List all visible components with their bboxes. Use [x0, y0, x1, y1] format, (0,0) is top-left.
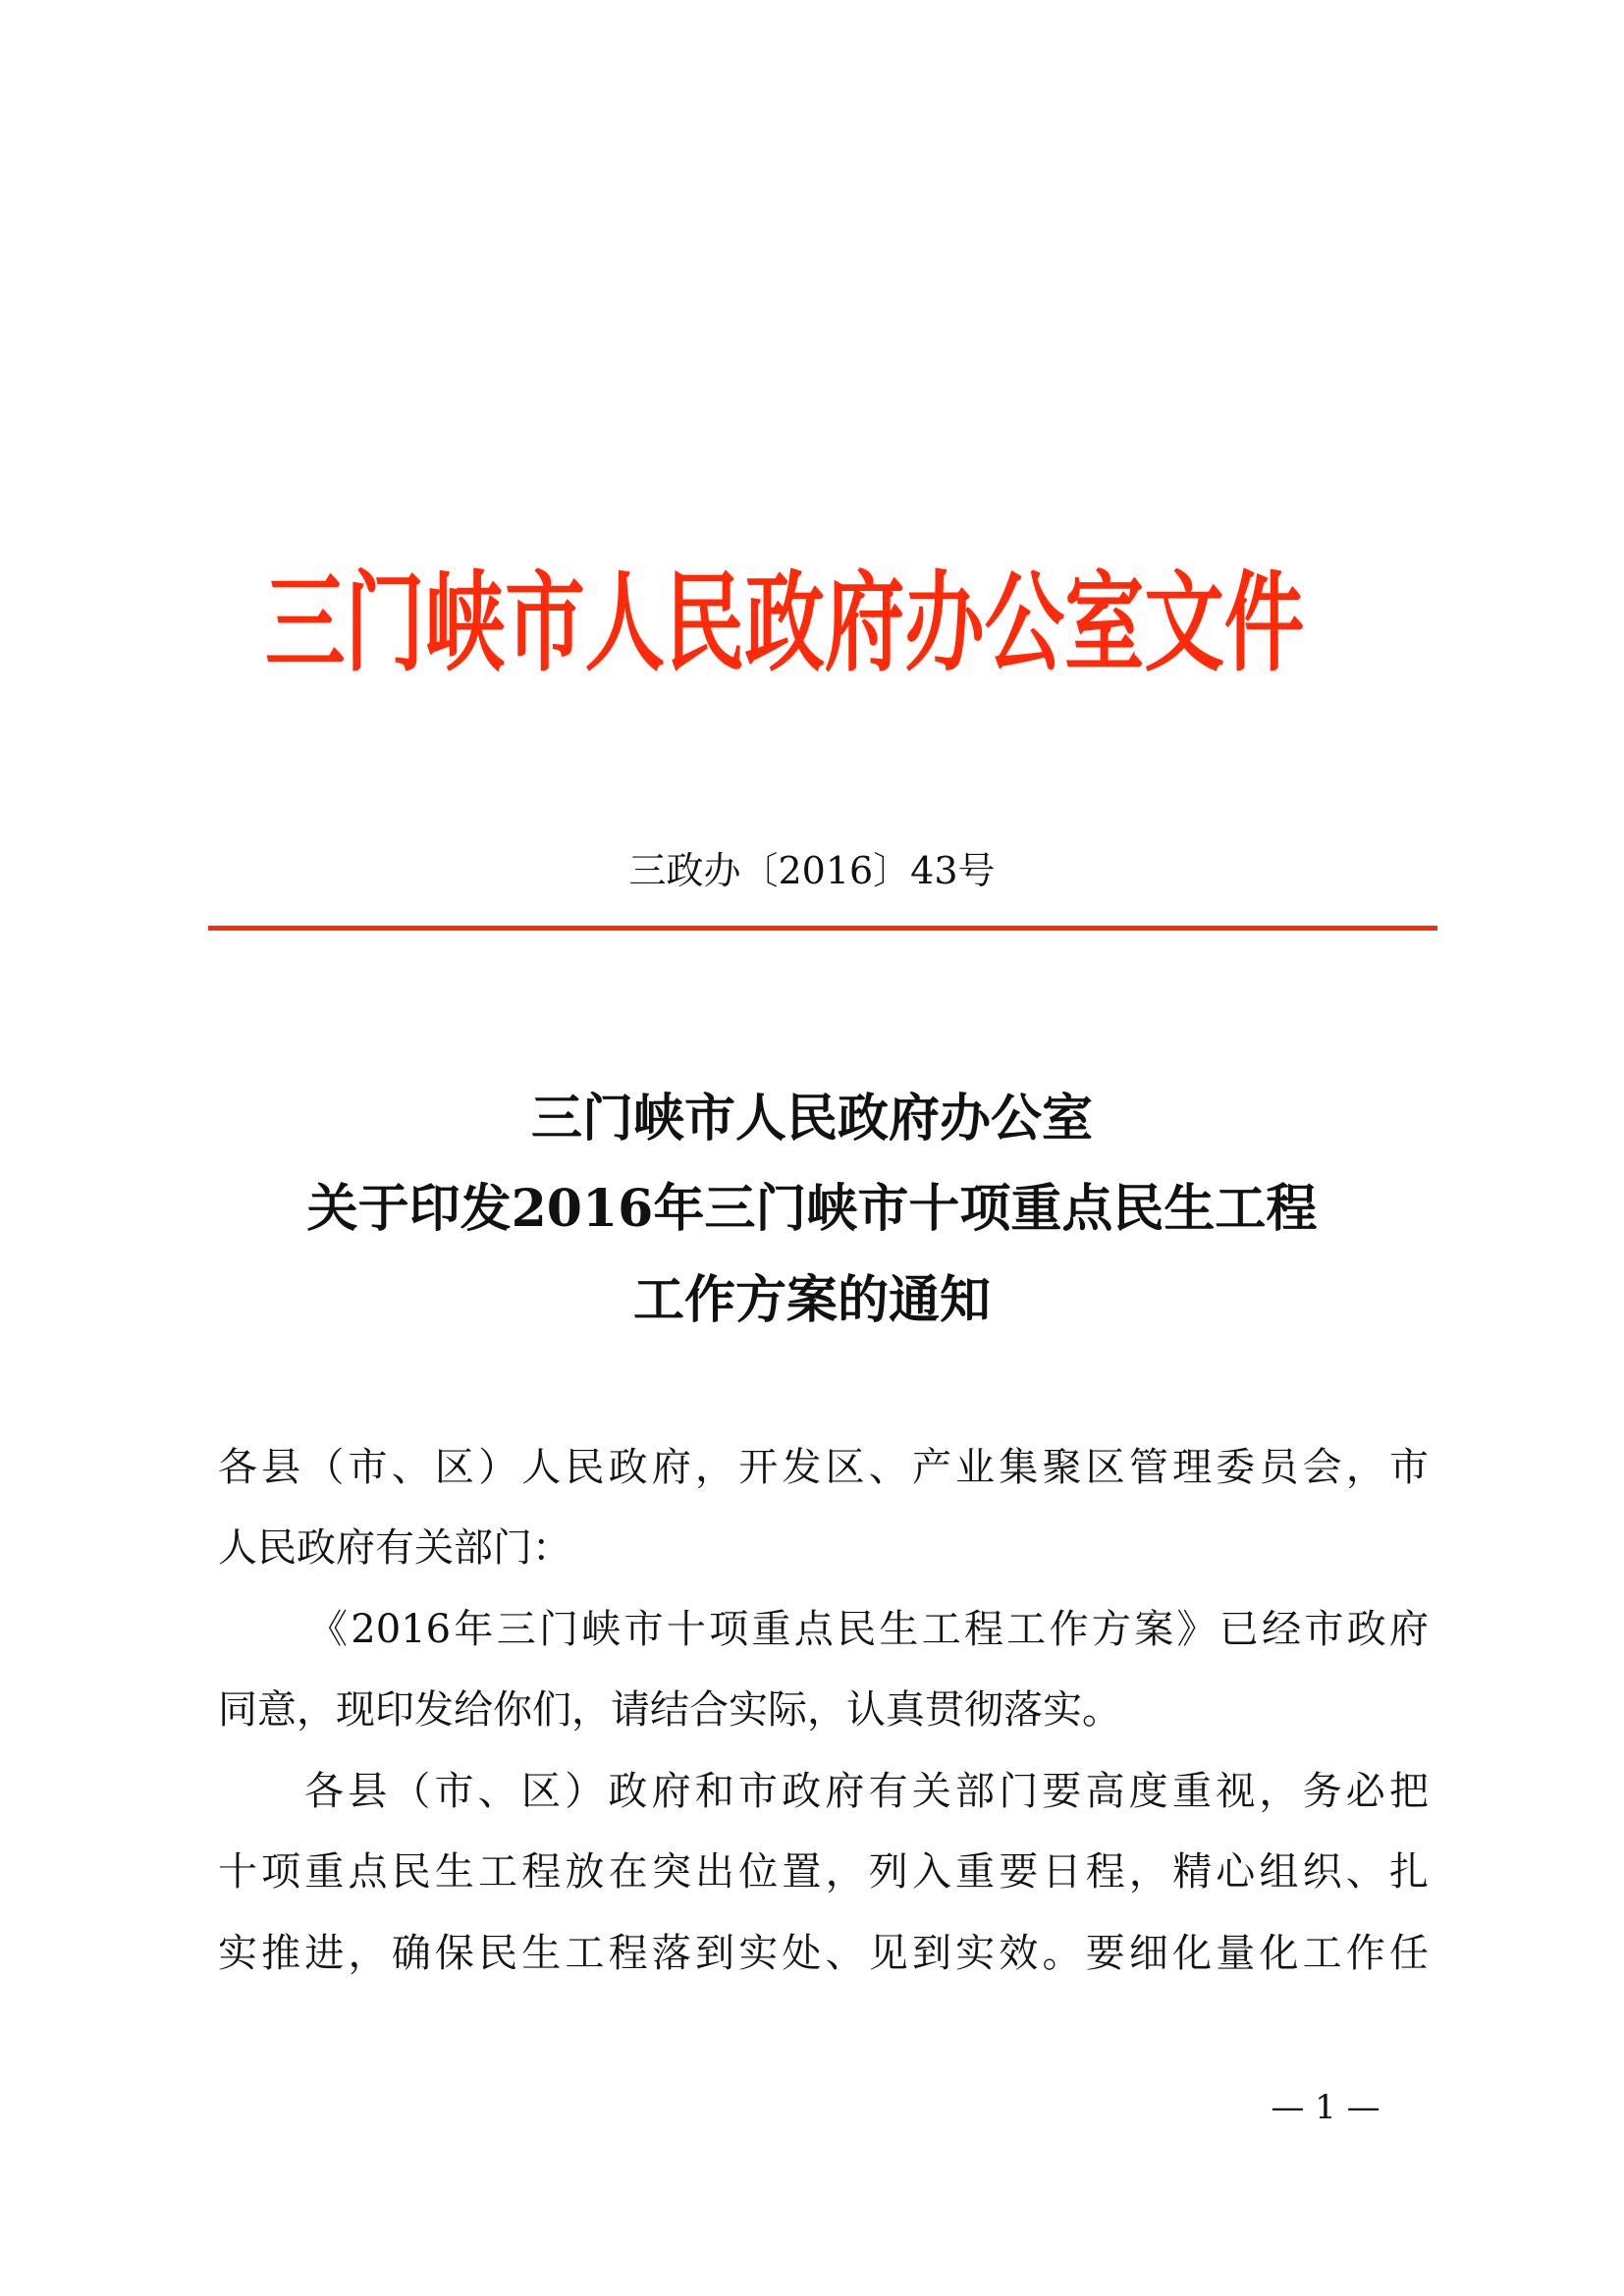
page-number: — 1 — [1271, 2088, 1380, 2127]
document-title-line: 关于印发2016年三门峡市十项重点民生工程 [306, 1179, 1318, 1239]
body-line: 实推进，确保民生工程落到实处、见到实效。要细化量化工作任 [218, 1931, 1429, 1976]
issuer-red-header [265, 561, 1384, 684]
document-title-line: 三门峡市人民政府办公室 [530, 1089, 1093, 1148]
issuer-title: 三门峡市人民政府办公室文件 [265, 560, 1305, 686]
body-line: 《2016年三门峡市十项重点民生工程工作方案》已经市政府 [308, 1607, 1429, 1652]
document-title-line: 工作方案的通知 [632, 1270, 991, 1330]
body-line: 各县（市、区）人民政府，开发区、产业集聚区管理委员会，市 [218, 1445, 1429, 1490]
body-line: 同意，现印发给你们，请结合实际，认真贯彻落实。 [218, 1687, 1121, 1733]
body-line: 各县（市、区）政府和市政府有关部门要高度重视，务必把 [304, 1769, 1429, 1814]
red-divider [208, 926, 1437, 931]
body-line: 十项重点民生工程放在突出位置，列入重要日程，精心组织、扎 [218, 1849, 1429, 1895]
document-number: 三政办〔2016〕43号 [628, 849, 996, 892]
body-line: 人民政府有关部门： [218, 1525, 571, 1571]
